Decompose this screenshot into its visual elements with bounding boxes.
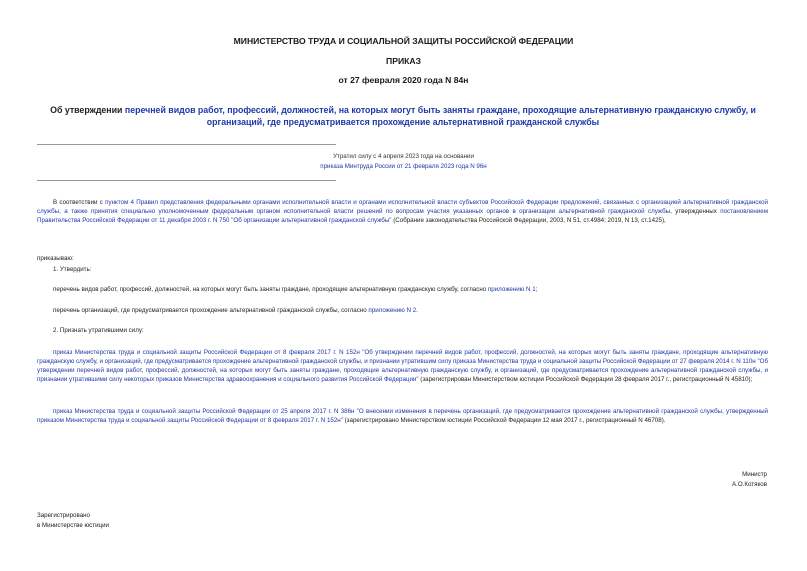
preamble-paragraph xyxy=(37,198,768,225)
document-type: ПРИКАЗ xyxy=(386,56,421,66)
divider-top xyxy=(37,144,336,145)
repealed-order-2 xyxy=(37,407,768,425)
list-item-1-text: перечень видов работ, профессий, должностей, на которых могут быть заняты граждане, проходящие альтернативную гражданскую службу, согласно xyxy=(53,286,488,293)
repealed-order-1 xyxy=(37,348,768,384)
document-date-number: от 27 февраля 2020 года N 84н xyxy=(338,75,469,85)
list-item-1 xyxy=(53,285,768,294)
repealed-order-2-link[interactable]: приказ Министерства труда и социальной защиты Российской Федерации от 25 апреля 2017 г. N 386н "О внесении изменения в перечень организаций, где предусматривается прохождение альтернативной гражданской службы, утвержденный приказом Министерства труда и социальной защиты Российской Федерации от 8 февраля 2017 г. N 152н" xyxy=(37,408,768,424)
list-item-2-text: перечень организаций, где предусматривается прохождение альтернативной гражданской службы, согласно xyxy=(53,307,369,314)
list-item-2-end: . xyxy=(416,307,418,314)
preamble-text-a: В соответствии с xyxy=(53,199,106,206)
ministry-heading: МИНИСТЕРСТВО ТРУДА И СОЦИАЛЬНОЙ ЗАЩИТЫ РОССИЙСКОЙ ФЕДЕРАЦИИ xyxy=(233,36,574,46)
document-title xyxy=(28,104,778,128)
preamble-text-c: (Собрание законодательства Российской Федерации, 2003, N 51, ст.4984; 2019, N 13, ст.1425), xyxy=(391,217,666,224)
signatory-name: А.О.Котяков xyxy=(732,481,767,488)
divider-bottom xyxy=(37,180,336,181)
lost-force-note: Утратил силу с 4 апреля 2023 года на основании xyxy=(333,153,474,160)
registration-line-2: в Министерстве юстиции xyxy=(37,522,110,529)
repealed-order-1-registration: (зарегистрирован Министерством юстиции Российской Федерации 28 февраля 2017 г., регистрационный N 45810); xyxy=(418,376,753,383)
item-2-heading: 2. Признать утратившими силу: xyxy=(53,327,144,334)
appendix-2-link[interactable]: приложению N 2 xyxy=(368,307,417,314)
repealed-order-1-link[interactable]: приказ Министерства труда и социальной защиты Российской Федерации от 8 февраля 2017 г. N 152н "Об утверждении перечней видов работ, профессий, должностей, на которых могут быть заняты граждане, проходящие альтернативную гражданскую службу, и организаций, где предусматривается прохождение альтернативной гражданской службы, и признании утратившим силу приказа Министерства труда и социальной защиты Российской Федерации от 27 февраля 2014 г. N 110н "Об утверждении перечней видов работ, профессий, должностей, на которых могут быть заняты граждане, проходящие альтернативную гражданскую службу, и организаций, где предусматривается прохождение альтернативной гражданской службы, и признании утратившими силу некоторых приказов Министерства здравоохранения и социального развития Российской Федерации" xyxy=(37,349,768,383)
appendix-1-link[interactable]: приложению N 1 xyxy=(487,286,536,293)
item-1-heading: 1. Утвердить: xyxy=(53,266,92,273)
list-item-1-end: ; xyxy=(535,286,538,293)
title-link[interactable]: перечней видов работ, профессий, должностей, на которых могут быть заняты граждане, проходящие альтернативную гражданскую службу, и организаций, где предусматривается прохождение альтернативной гражданской службы xyxy=(124,105,756,127)
rules-link[interactable]: пунктом 4 Правил представления федеральными органами исполнительной власти и органами исполнительной власти субъектов Российской Федерации предложений, связанных с организацией альтернативной гражданской службы, а также принятия специально уполномоченным федеральным органом исполнительной власти решений по вопросам участия указанных органов в организации альтернативной гражданской службы xyxy=(37,199,769,215)
registration-line-1: Зарегистрировано xyxy=(37,512,90,519)
list-item-2 xyxy=(53,306,768,315)
government-decree-link[interactable]: постановлением Правительства Российской Федерации от 11 декабря 2003 г. N 750 "Об организации альтернативной гражданской службы" xyxy=(37,208,768,224)
lost-force-order-link[interactable]: приказа Минтруда России от 21 февраля 2023 года N 96н xyxy=(320,163,487,170)
lost-force-link[interactable] xyxy=(300,162,507,171)
preamble-text-b: , утвержденных xyxy=(670,208,721,215)
title-prefix: Об утверждении xyxy=(50,105,125,115)
order-verb: приказываю: xyxy=(37,255,74,262)
signatory-position: Министр xyxy=(742,471,767,478)
repealed-order-2-registration: (зарегистрировано Министерством юстиции Российской Федерации 12 мая 2017 г., регистрационный N 46708). xyxy=(342,417,666,424)
